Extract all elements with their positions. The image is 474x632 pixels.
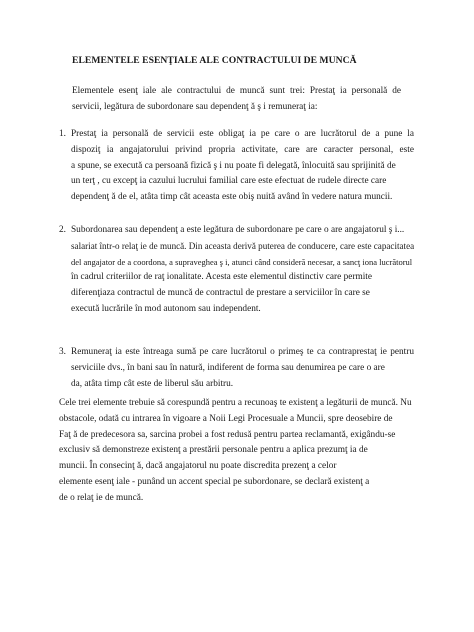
text-line: muncii. În consecinţ ă, dacă angajatorul nu poate discredita prezenţ a celor xyxy=(59,461,337,472)
text-line: Prestaţ ia personală de servicii este obligaţ ia pe care o are lucrătorul de a pune la xyxy=(71,129,414,139)
text-line: diferenţiaza contractul de muncă de contractul de prestare a serviciilor în care se xyxy=(71,288,370,299)
text-line: Faţ ă de predecesora sa, sarcina probei a fost redusă pentru partea reclamantă, exigându-se xyxy=(59,429,396,440)
text-line: în cadrul criteriilor de raţ ionalitate. Acesta este elementul distinctiv care permite xyxy=(71,272,372,283)
text-line: del angajator de a coordona, a supraveghea ş i, atunci când consideră necesar, a sancţ iona lucrătorul xyxy=(71,256,413,267)
text-line: Subordonarea sau dependenţ a este legătura de subordonare pe care o are angajatorul ş i... xyxy=(71,225,405,235)
list-number: 1. xyxy=(59,129,66,139)
text-line: a spune, se execută ca persoană fizică ş i nu poate fi delegată, înlocuită sau sprijinită de xyxy=(71,160,396,171)
closing-paragraph xyxy=(59,396,413,507)
text-line: elemente esenţ iale - punând un accent special pe subordonare, se declară existenţ a xyxy=(59,476,370,487)
text-line: execută lucrările în mod autonom sau independent. xyxy=(71,303,261,314)
text-line: salariat într-o relaţ ie de muncă. Din aceasta derivă puterea de conducere, care este capacitatea xyxy=(71,240,415,251)
text-line: da, atâta timp cât este de liberul său arbitru. xyxy=(71,378,234,389)
text-line: Cele trei elemente trebuie să corespundă pentru a recunoaş te existenţ a legăturii de muncă. Nu xyxy=(59,398,412,408)
text-line: servicii, legătura de subordonare sau dependenţ ă ş i remuneraţ ia: xyxy=(72,101,318,112)
document-title: ELEMENTELE ESENŢIALE ALE CONTRACTULUI DE MUNCĂ xyxy=(72,55,357,66)
text-line: obstacole, odată cu intrarea în vigoare a Noii Legi Procesuale a Muncii, spre deosebire de xyxy=(59,413,393,424)
text-line: de o relaţ ie de muncă. xyxy=(59,492,144,503)
text-line: serviciile dvs., în bani sau în natură, indiferent de forma sau denumirea pe care o are xyxy=(71,362,385,373)
list-number: 2. xyxy=(59,225,66,235)
text-line: dispoziţ ia angajatorului privind propria activitate, care are caracter personal, este xyxy=(71,144,414,155)
text-line: un terţ , cu excepţ ia cazului lucrului familial care este efectuat de rudele directe care xyxy=(71,176,387,187)
list-number: 3. xyxy=(59,347,66,357)
text-line: exclusiv să demonstreze existenţ a prestării personale pentru a aplica prezumţ ia de xyxy=(59,445,368,456)
text-line: Remuneraţ ia este întreaga sumă pe care lucrătorul o primeş te ca contraprestaţ ie pentru xyxy=(71,347,414,357)
intro-paragraph xyxy=(72,84,401,116)
text-line: Elementele esenţ iale ale contractului de muncă sunt trei: Prestaţ ia personală de xyxy=(72,86,401,96)
text-line: dependenţ ă de el, atâta timp cât aceasta este obiş nuită având în vedere natura muncii. xyxy=(71,192,393,203)
